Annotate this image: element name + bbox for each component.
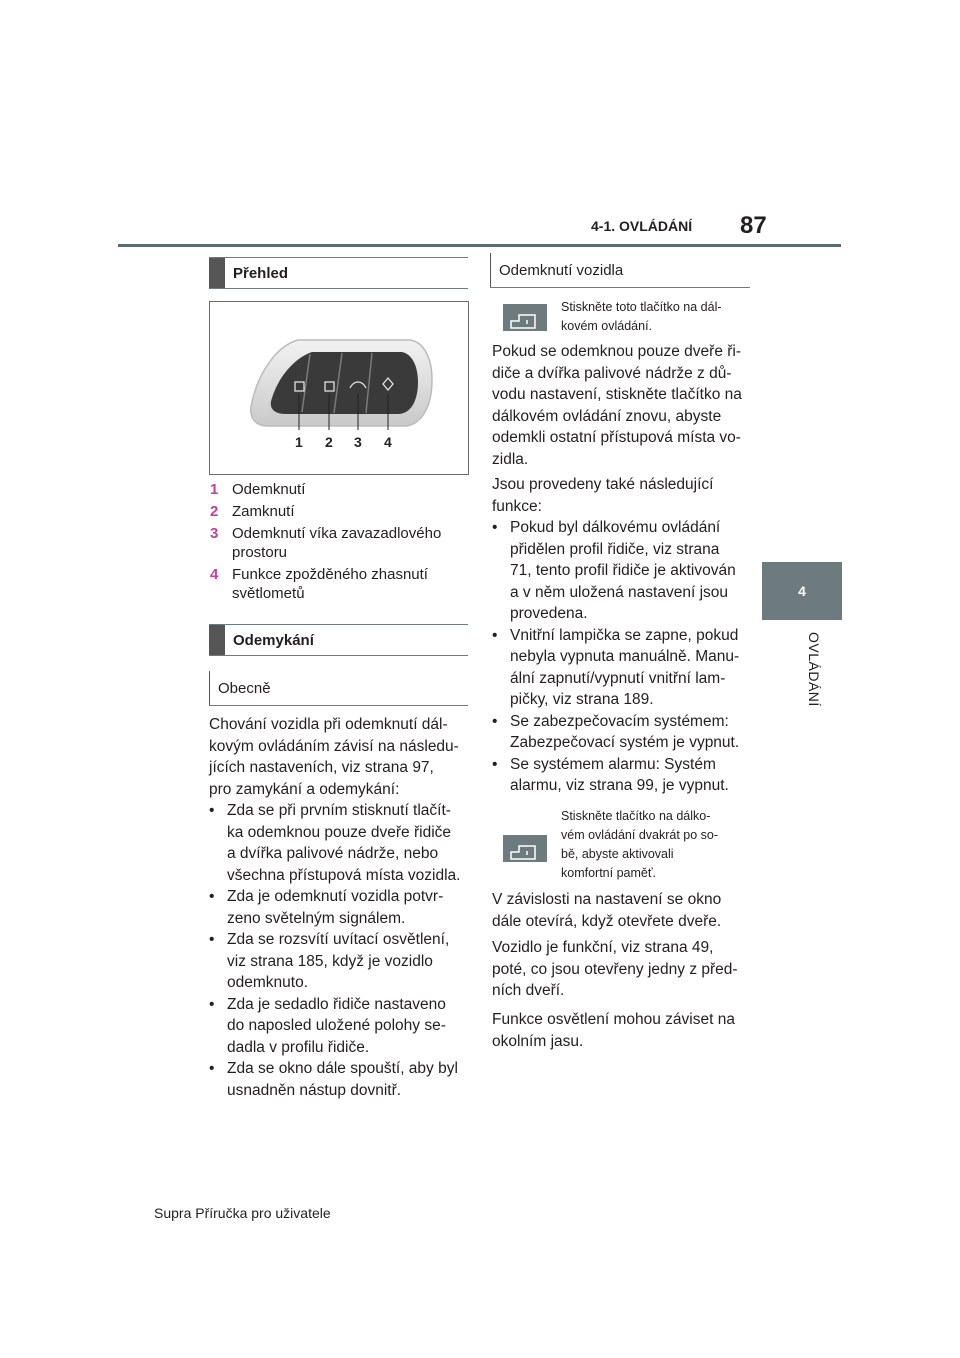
bullet-text bbox=[227, 929, 449, 994]
text-line: zeno světelným signálem. bbox=[227, 909, 406, 927]
text-line: přidělen profil řidiče, viz strana bbox=[510, 540, 720, 558]
footer-text: Supra Příručka pro uživatele bbox=[154, 1205, 331, 1221]
legend-text: Zamknutí bbox=[232, 503, 295, 520]
bullet-dot: • bbox=[209, 1060, 215, 1077]
text-line: ních dveří. bbox=[492, 982, 565, 999]
text-line: Zda se rozsvítí uvítací osvětlení, bbox=[227, 931, 450, 948]
text-line: 71, tento profil řidiče je aktivován bbox=[510, 562, 736, 579]
subheading-rule bbox=[209, 671, 210, 705]
text-line: okolním jasu. bbox=[492, 1032, 584, 1050]
text-line: Se zabezpečovacím systémem: bbox=[510, 712, 729, 730]
text-line: dálkovém ovládání znovu, abyste bbox=[492, 407, 722, 425]
legend-number: 3 bbox=[210, 525, 219, 542]
bullet-text bbox=[227, 886, 443, 929]
text-line: Vozidlo je funkční, viz strana 49, bbox=[492, 939, 714, 956]
paragraph-unlock-again bbox=[492, 341, 757, 470]
figure-label-4: 4 bbox=[384, 434, 392, 450]
bullet-text bbox=[227, 994, 446, 1059]
page-number: 87 bbox=[740, 212, 767, 239]
text-line: Stiskněte toto tlačítko na dál- bbox=[561, 300, 722, 314]
unlock-note bbox=[561, 298, 751, 336]
text-line: pičky, viz strana 189. bbox=[510, 691, 654, 708]
section-title: 4-1. OVLÁDÁNÍ bbox=[591, 218, 693, 234]
general-subheading-text: Obecně bbox=[218, 679, 271, 697]
bullet-dot: • bbox=[209, 802, 215, 819]
text-line: Stiskněte tlačítko na dálko- bbox=[561, 809, 711, 823]
paragraph-lighting bbox=[492, 1009, 757, 1052]
bullet-dot: • bbox=[492, 626, 498, 644]
unlock-button-icon-double bbox=[503, 835, 547, 862]
text-line: Zda je sedadlo řidiče nastaveno bbox=[227, 995, 446, 1013]
unlocking-bullets bbox=[209, 800, 474, 1101]
unlock-button-icon bbox=[503, 304, 547, 331]
chapter-tab bbox=[762, 562, 842, 620]
legend-item bbox=[210, 480, 470, 499]
text-line: Zda se při prvním stisknutí tlačít- bbox=[227, 802, 451, 819]
bullet-text bbox=[227, 800, 460, 886]
unlocking-heading bbox=[209, 624, 468, 656]
legend-text bbox=[232, 524, 441, 562]
text-line: Zabezpečovací systém je vypnut. bbox=[510, 734, 740, 751]
heading-bar bbox=[209, 625, 225, 655]
text-line: kovým ovládáním závisí na následu- bbox=[209, 737, 459, 755]
figure-label-3: 3 bbox=[354, 434, 362, 450]
text-line: dadla v profilu řidiče. bbox=[227, 1038, 370, 1056]
legend-number: 1 bbox=[210, 481, 219, 498]
bullet-text bbox=[510, 711, 739, 754]
text-line: odemkli ostatní přístupová místa vo- bbox=[492, 429, 741, 446]
bullet-text bbox=[510, 625, 739, 711]
bullet-item bbox=[209, 886, 474, 929]
text-line: funkce: bbox=[492, 497, 542, 515]
chapter-label: OVLÁDÁNÍ bbox=[806, 632, 822, 707]
text-line: viz strana 185, když je vozidlo bbox=[227, 952, 433, 970]
text-line: do naposled uložené polohy se- bbox=[227, 1017, 446, 1034]
text-line: Chování vozidla při odemknutí dál- bbox=[209, 716, 448, 733]
bullet-dot: • bbox=[209, 931, 215, 948]
legend-line: Odemknutí víka zavazadlového bbox=[232, 525, 442, 542]
bullet-dot: • bbox=[492, 519, 498, 536]
figure-legend bbox=[210, 480, 470, 606]
comfort-memory-note bbox=[561, 807, 751, 883]
overview-heading-text: Přehled bbox=[233, 264, 289, 282]
legend-line: Funkce zpožděného zhasnutí bbox=[232, 566, 428, 583]
paragraph-vehicle-functional bbox=[492, 937, 757, 1002]
text-line: Pokud se odemknou pouze dveře ři- bbox=[492, 343, 742, 360]
text-line: a dvířka palivové nádrže, nebo bbox=[227, 845, 439, 862]
figure-label-2: 2 bbox=[325, 434, 333, 450]
legend-item bbox=[210, 502, 470, 521]
text-line: všechna přístupová místa vozidla. bbox=[227, 866, 461, 884]
bullet-dot: • bbox=[492, 755, 498, 773]
unlocking-heading-text: Odemykání bbox=[233, 631, 314, 649]
bullet-text bbox=[227, 1058, 458, 1101]
functions-bullets bbox=[492, 517, 757, 797]
bullet-dot: • bbox=[209, 995, 215, 1013]
legend-line: prostoru bbox=[232, 544, 288, 561]
legend-line: světlometů bbox=[232, 585, 305, 602]
bullet-item bbox=[492, 517, 757, 625]
figure-label-1: 1 bbox=[295, 434, 303, 450]
bullet-text bbox=[510, 517, 736, 625]
header-rule bbox=[118, 244, 841, 247]
bullet-dot: • bbox=[492, 712, 498, 730]
legend-number: 4 bbox=[210, 566, 219, 583]
text-line: bě, abyste aktivovali bbox=[561, 847, 674, 861]
text-line: provedena. bbox=[510, 605, 588, 622]
legend-text bbox=[232, 565, 428, 603]
text-line: odemknuto. bbox=[227, 974, 308, 991]
unlocking-intro bbox=[209, 714, 474, 800]
key-fob-figure bbox=[209, 301, 469, 475]
overview-heading bbox=[209, 257, 468, 289]
unlock-vehicle-subheading-text: Odemknutí vozidla bbox=[499, 261, 624, 279]
text-line: nebyla vypnuta manuálně. Manu- bbox=[510, 648, 740, 665]
bullet-item bbox=[492, 754, 757, 797]
text-line: Zda se okno dále spouští, aby byl bbox=[227, 1060, 458, 1077]
legend-number: 2 bbox=[210, 503, 219, 520]
text-line: Jsou provedeny také následující bbox=[492, 476, 714, 493]
text-line: poté, co jsou otevřeny jedny z před- bbox=[492, 960, 738, 978]
general-subheading bbox=[209, 671, 468, 706]
text-line: diče a dvířka palivové nádrže z dů- bbox=[492, 364, 732, 382]
bullet-item bbox=[209, 800, 474, 886]
bullet-item bbox=[209, 929, 474, 994]
text-line: usnadněn nástup dovnitř. bbox=[227, 1081, 402, 1099]
text-line: vodu nastavení, stiskněte tlačítko na bbox=[492, 386, 742, 403]
bullet-item bbox=[209, 1058, 474, 1101]
legend-item bbox=[210, 565, 470, 603]
subheading-rule bbox=[490, 253, 491, 287]
text-line: Se systémem alarmu: Systém bbox=[510, 755, 716, 773]
text-line: pro zamykání a odemykání: bbox=[209, 780, 400, 798]
text-line: Zda je odemknutí vozidla potvr- bbox=[227, 888, 444, 905]
bullet-item bbox=[209, 994, 474, 1059]
paragraph-functions bbox=[492, 474, 757, 517]
text-line: Funkce osvětlení mohou záviset na bbox=[492, 1011, 735, 1028]
text-line: komfortní paměť. bbox=[561, 866, 657, 880]
heading-bar bbox=[209, 258, 225, 288]
text-line: zidla. bbox=[492, 450, 529, 468]
key-fob-illustration bbox=[210, 302, 468, 474]
text-line: Vnitřní lampička se zapne, pokud bbox=[510, 626, 739, 644]
bullet-item bbox=[492, 711, 757, 754]
text-line: ka odemknou pouze dveře řidiče bbox=[227, 823, 452, 841]
bullet-text bbox=[510, 754, 729, 797]
legend-item bbox=[210, 524, 470, 562]
text-line: alarmu, viz strana 99, je vypnut. bbox=[510, 777, 729, 794]
text-line: dále otevírá, když otevřete dveře. bbox=[492, 912, 722, 930]
text-line: vém ovládání dvakrát po so- bbox=[561, 828, 719, 842]
paragraph-window bbox=[492, 889, 757, 932]
bullet-item bbox=[492, 625, 757, 711]
text-line: Pokud byl dálkovému ovládání bbox=[510, 519, 721, 536]
text-line: V závislosti na nastavení se okno bbox=[492, 891, 722, 908]
text-line: ální zapnutí/vypnutí vnitřní lam- bbox=[510, 669, 726, 687]
text-line: jících nastaveních, viz strana 97, bbox=[209, 759, 434, 776]
legend-text: Odemknutí bbox=[232, 481, 306, 498]
text-line: a v něm uložená nastavení jsou bbox=[510, 583, 728, 601]
unlock-vehicle-subheading bbox=[490, 253, 750, 288]
text-line: kovém ovládání. bbox=[561, 319, 653, 333]
chapter-number: 4 bbox=[798, 583, 806, 599]
bullet-dot: • bbox=[209, 888, 215, 905]
